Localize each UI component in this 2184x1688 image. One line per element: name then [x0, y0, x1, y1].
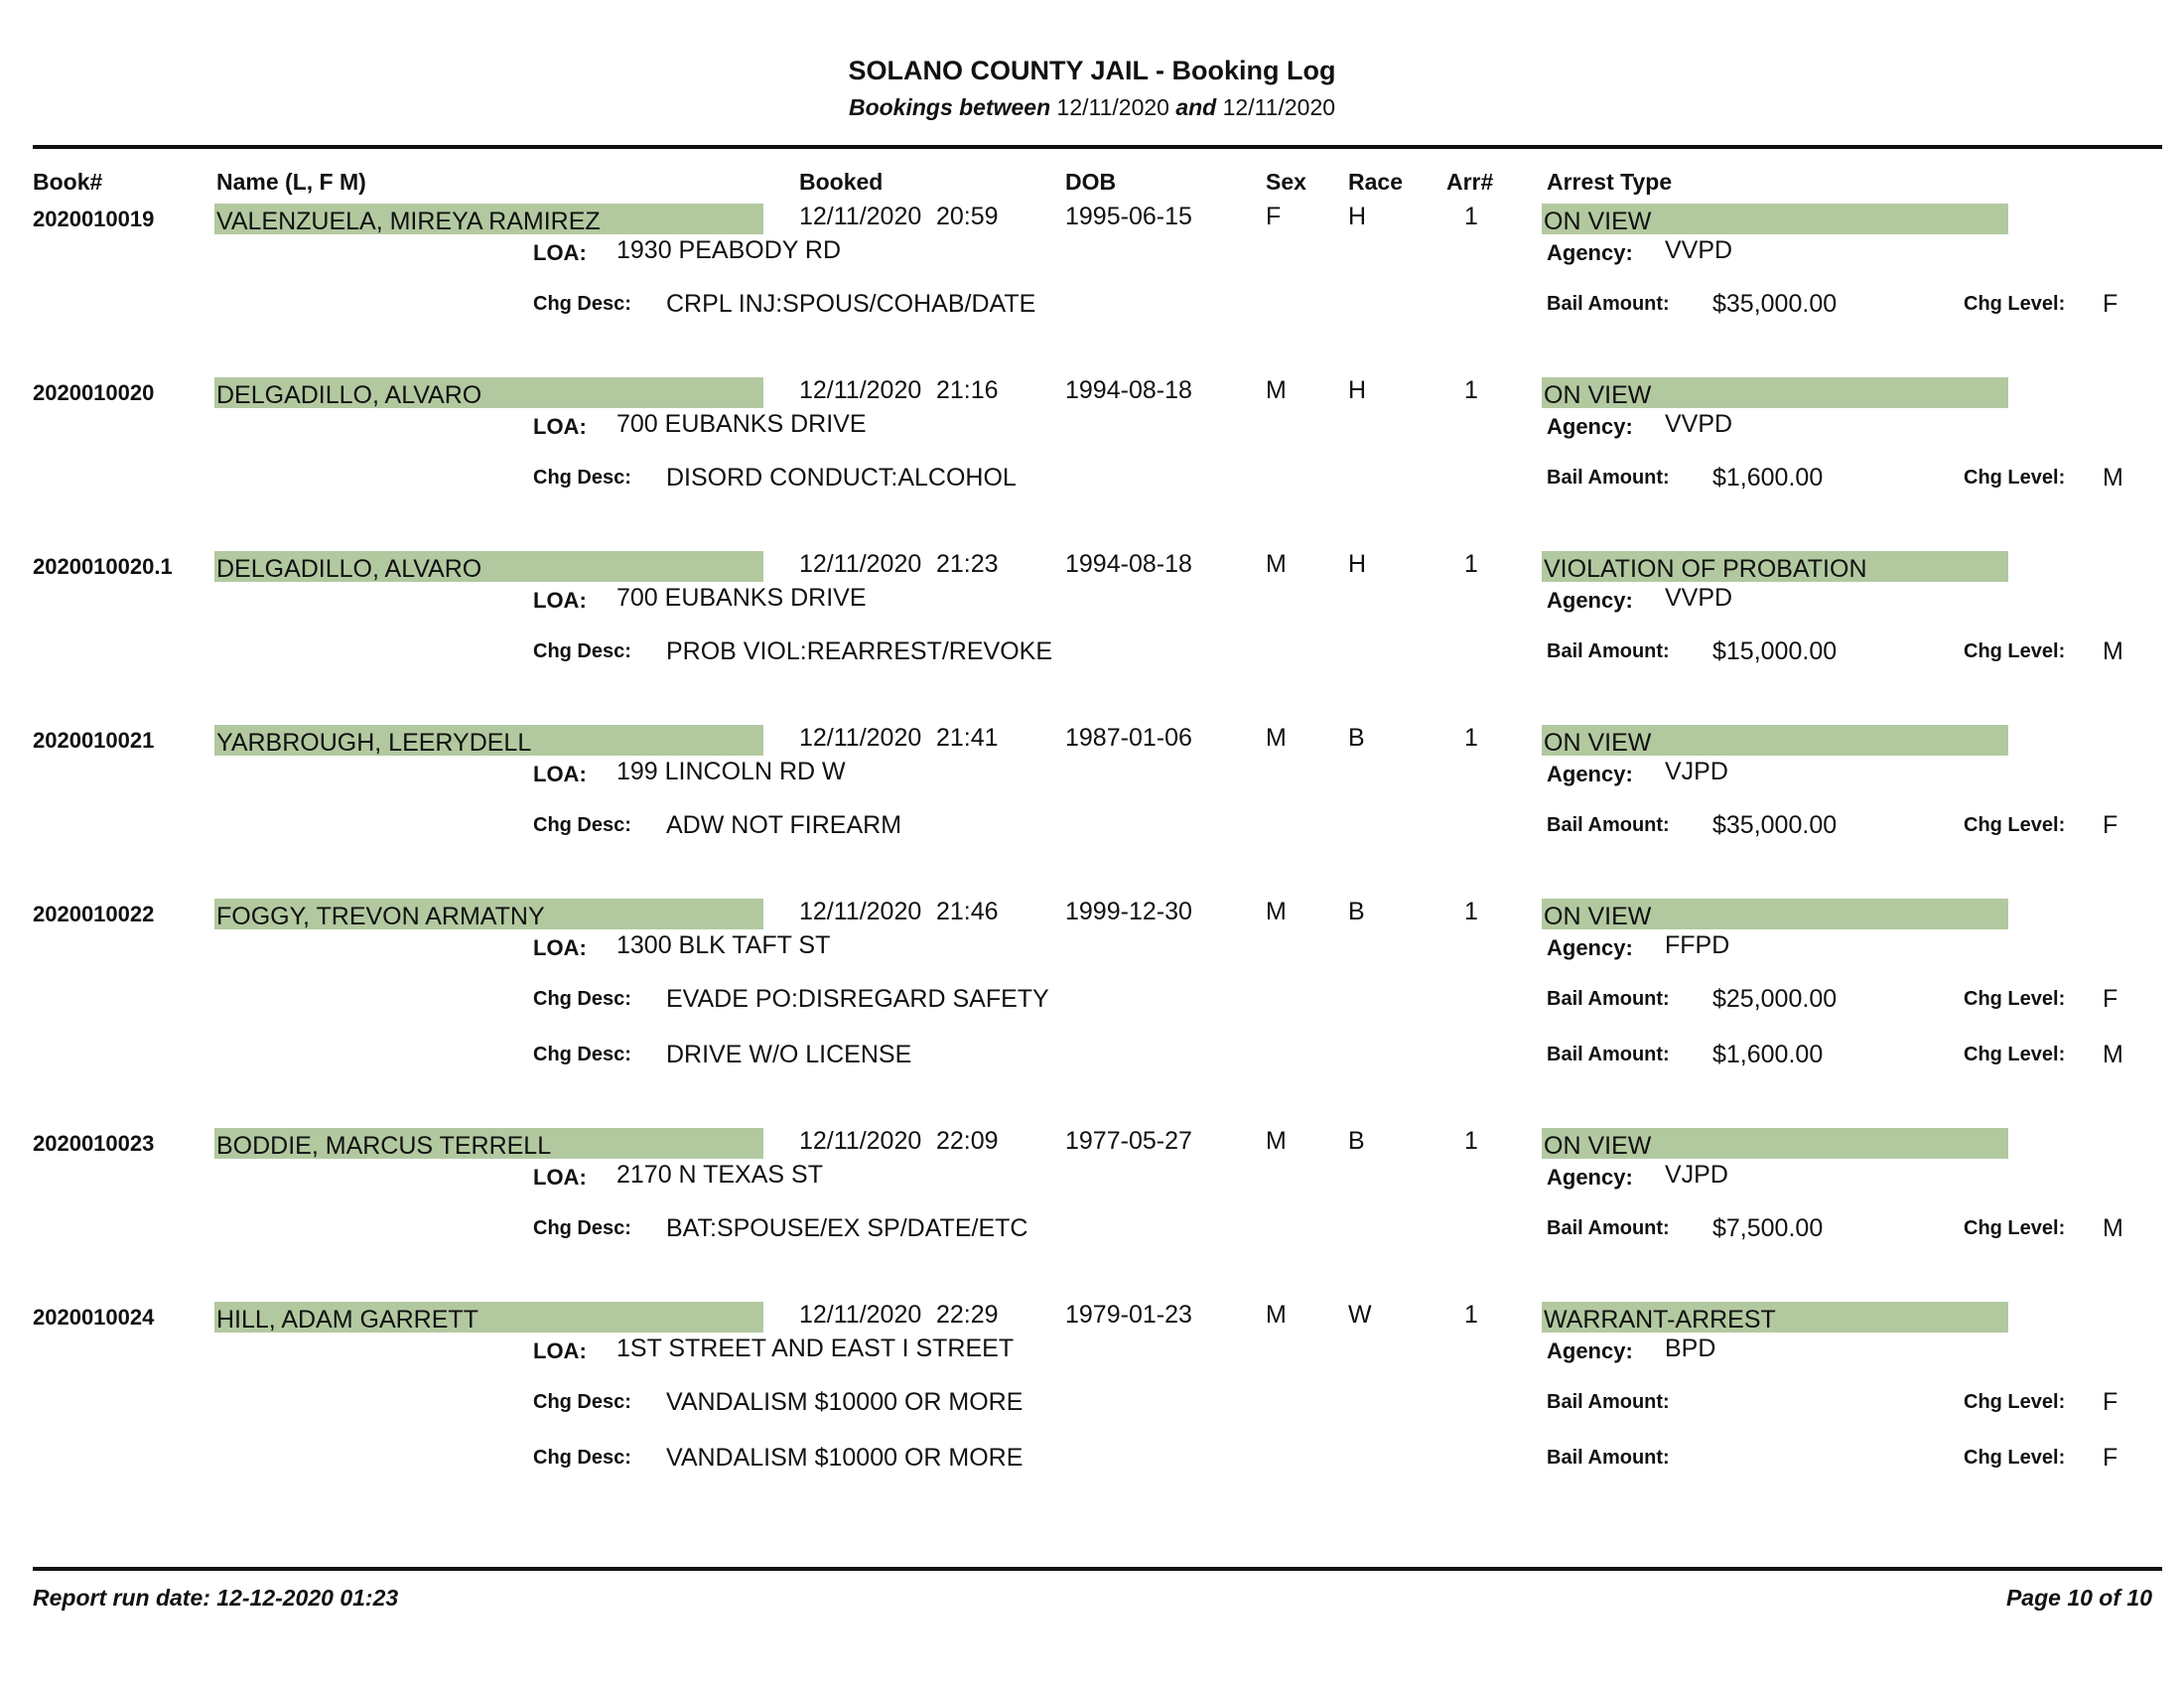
col-sex: Sex: [1266, 169, 1306, 195]
arrest-number: 1: [1464, 1127, 1478, 1155]
dob: 1977-05-27: [1065, 1127, 1192, 1155]
dob: 1979-01-23: [1065, 1301, 1192, 1329]
inmate-name-highlight: [214, 204, 763, 234]
inmate-name: VALENZUELA, MIREYA RAMIREZ: [216, 208, 601, 235]
charge-desc-label: Chg Desc:: [533, 1044, 631, 1065]
charge-level: M: [2103, 637, 2123, 665]
bail-amount-label: Bail Amount:: [1547, 640, 1670, 662]
loa-label: LOA:: [533, 588, 587, 613]
bail-amount: $35,000.00: [1712, 811, 1838, 839]
charge-desc-label: Chg Desc:: [533, 293, 631, 315]
page-number: Page 10 of 10: [2005, 1585, 2152, 1611]
bail-amount: $1,600.00: [1712, 464, 1824, 492]
race: W: [1348, 1301, 1372, 1329]
charge-level-label: Chg Level:: [1964, 1044, 2066, 1065]
booked-time: 22:29: [936, 1301, 999, 1329]
arrest-type: ON VIEW: [1544, 208, 1652, 235]
agency: VVPD: [1665, 236, 1733, 264]
bail-amount-label: Bail Amount:: [1547, 1391, 1670, 1413]
arrest-type: VIOLATION OF PROBATION: [1544, 555, 1867, 583]
loa-address: 1300 BLK TAFT ST: [616, 931, 831, 959]
loa-address: 1930 PEABODY RD: [616, 236, 842, 264]
booked-date: 12/11/2020: [799, 1127, 922, 1155]
arrest-type: ON VIEW: [1544, 381, 1652, 409]
charge-description: BAT:SPOUSE/EX SP/DATE/ETC: [666, 1214, 1028, 1242]
col-arr: Arr#: [1446, 169, 1494, 195]
report-title: SOLANO COUNTY JAIL - Booking Log: [848, 56, 1336, 85]
charge-description: VANDALISM $10000 OR MORE: [666, 1444, 1024, 1472]
dob: 1994-08-18: [1065, 550, 1192, 578]
inmate-name-highlight: [214, 725, 763, 756]
col-name: Name (L, F M): [216, 169, 366, 195]
inmate-name: DELGADILLO, ALVARO: [216, 555, 482, 583]
charge-desc-label: Chg Desc:: [533, 1391, 631, 1413]
arrest-type-highlight: [1542, 725, 2008, 756]
dob: 1995-06-15: [1065, 203, 1192, 230]
subtitle-mid: and: [1175, 94, 1217, 120]
booked-time: 22:09: [936, 1127, 999, 1155]
bail-amount-label: Bail Amount:: [1547, 814, 1670, 836]
charge-description: CRPL INJ:SPOUS/COHAB/DATE: [666, 290, 1036, 318]
arrest-number: 1: [1464, 898, 1478, 925]
bail-amount-label: Bail Amount:: [1547, 1447, 1670, 1469]
charge-desc-label: Chg Desc:: [533, 814, 631, 836]
arrest-type-highlight: [1542, 899, 2008, 929]
charge-level: F: [2103, 290, 2118, 318]
bail-amount: $15,000.00: [1712, 637, 1838, 665]
sex: F: [1266, 203, 1282, 230]
inmate-name-highlight: [214, 1302, 763, 1333]
arrest-number: 1: [1464, 550, 1478, 578]
book-number: 2020010020.1: [33, 554, 173, 579]
booked-time: 21:41: [936, 724, 999, 752]
book-number: 2020010020: [33, 380, 155, 405]
agency-label: Agency:: [1547, 1338, 1633, 1363]
bail-amount-label: Bail Amount:: [1547, 988, 1670, 1010]
booked-date: 12/11/2020: [799, 724, 922, 752]
charge-desc-label: Chg Desc:: [533, 640, 631, 662]
agency: FFPD: [1665, 931, 1730, 959]
agency-label: Agency:: [1547, 762, 1633, 786]
agency-label: Agency:: [1547, 414, 1633, 439]
agency-label: Agency:: [1547, 1165, 1633, 1190]
charge-level-label: Chg Level:: [1964, 640, 2066, 662]
col-dob: DOB: [1065, 169, 1117, 195]
loa-label: LOA:: [533, 414, 587, 439]
arrest-type-highlight: [1542, 1302, 2008, 1333]
inmate-name: HILL, ADAM GARRETT: [216, 1306, 478, 1334]
sex: M: [1266, 1127, 1287, 1155]
booked-date: 12/11/2020: [799, 550, 922, 578]
charge-level: M: [2103, 1214, 2123, 1242]
loa-address: 199 LINCOLN RD W: [616, 758, 846, 785]
booked-time: 21:46: [936, 898, 999, 925]
charge-level-label: Chg Level:: [1964, 1447, 2066, 1469]
booked-time: 20:59: [936, 203, 999, 230]
charge-description: DRIVE W/O LICENSE: [666, 1041, 912, 1068]
arrest-number: 1: [1464, 376, 1478, 404]
arrest-type-highlight: [1542, 551, 2008, 582]
report-run-date: Report run date: 12-12-2020 01:23: [33, 1585, 399, 1611]
date-from: 12/11/2020: [1056, 94, 1169, 120]
loa-label: LOA:: [533, 762, 587, 786]
booked-date: 12/11/2020: [799, 898, 922, 925]
report-subtitle: [0, 94, 2184, 121]
arrest-type: WARRANT-ARREST: [1544, 1306, 1776, 1334]
agency: BPD: [1665, 1335, 1716, 1362]
booked-date: 12/11/2020: [799, 1301, 922, 1329]
loa-address: 700 EUBANKS DRIVE: [616, 584, 867, 612]
inmate-name-highlight: [214, 377, 763, 408]
subtitle-prefix: Bookings between: [848, 94, 1051, 120]
inmate-name: DELGADILLO, ALVARO: [216, 381, 482, 409]
booked-time: 21:23: [936, 550, 999, 578]
charge-description: DISORD CONDUCT:ALCOHOL: [666, 464, 1017, 492]
date-to: 12/11/2020: [1222, 94, 1336, 120]
book-number: 2020010023: [33, 1131, 155, 1156]
sex: M: [1266, 898, 1287, 925]
race: H: [1348, 550, 1367, 578]
bail-amount-label: Bail Amount:: [1547, 1217, 1670, 1239]
charge-level-label: Chg Level:: [1964, 467, 2066, 489]
agency: VVPD: [1665, 410, 1733, 438]
arrest-type: ON VIEW: [1544, 1132, 1652, 1160]
agency: VJPD: [1665, 1161, 1728, 1189]
book-number: 2020010019: [33, 207, 155, 231]
inmate-name-highlight: [214, 1128, 763, 1159]
arrest-number: 1: [1464, 724, 1478, 752]
charge-desc-label: Chg Desc:: [533, 988, 631, 1010]
agency-label: Agency:: [1547, 588, 1633, 613]
charge-level-label: Chg Level:: [1964, 988, 2066, 1010]
col-race: Race: [1348, 169, 1403, 195]
charge-description: VANDALISM $10000 OR MORE: [666, 1388, 1024, 1416]
bail-amount-label: Bail Amount:: [1547, 293, 1670, 315]
charge-level-label: Chg Level:: [1964, 814, 2066, 836]
booked-date: 12/11/2020: [799, 376, 922, 404]
inmate-name-highlight: [214, 551, 763, 582]
dob: 1999-12-30: [1065, 898, 1192, 925]
arrest-type: ON VIEW: [1544, 903, 1652, 930]
charge-desc-label: Chg Desc:: [533, 1217, 631, 1239]
loa-label: LOA:: [533, 1338, 587, 1363]
race: B: [1348, 1127, 1365, 1155]
charge-level: F: [2103, 811, 2118, 839]
bail-amount: $35,000.00: [1712, 290, 1838, 318]
col-arrest-type: Arrest Type: [1547, 169, 1673, 195]
charge-description: ADW NOT FIREARM: [666, 811, 902, 839]
arrest-type-highlight: [1542, 1128, 2008, 1159]
charge-level-label: Chg Level:: [1964, 293, 2066, 315]
inmate-name-highlight: [214, 899, 763, 929]
inmate-name: FOGGY, TREVON ARMATNY: [216, 903, 545, 930]
arrest-type-highlight: [1542, 377, 2008, 408]
charge-level: M: [2103, 464, 2123, 492]
charge-level-label: Chg Level:: [1964, 1391, 2066, 1413]
inmate-name: BODDIE, MARCUS TERRELL: [216, 1132, 552, 1160]
footer-rule: [33, 1567, 2162, 1571]
sex: M: [1266, 1301, 1287, 1329]
bail-amount: $25,000.00: [1712, 985, 1838, 1013]
loa-label: LOA:: [533, 1165, 587, 1190]
arrest-number: 1: [1464, 1301, 1478, 1329]
book-number: 2020010021: [33, 728, 155, 753]
loa-label: LOA:: [533, 935, 587, 960]
book-number: 2020010024: [33, 1305, 155, 1330]
charge-desc-label: Chg Desc:: [533, 467, 631, 489]
booked-date: 12/11/2020: [799, 203, 922, 230]
loa-address: 2170 N TEXAS ST: [616, 1161, 823, 1189]
loa-address: 700 EUBANKS DRIVE: [616, 410, 867, 438]
charge-level: F: [2103, 1444, 2118, 1472]
charge-level-label: Chg Level:: [1964, 1217, 2066, 1239]
charge-desc-label: Chg Desc:: [533, 1447, 631, 1469]
race: B: [1348, 898, 1365, 925]
agency-label: Agency:: [1547, 935, 1633, 960]
charge-description: EVADE PO:DISREGARD SAFETY: [666, 985, 1049, 1013]
agency: VVPD: [1665, 584, 1733, 612]
dob: 1994-08-18: [1065, 376, 1192, 404]
sex: M: [1266, 550, 1287, 578]
agency: VJPD: [1665, 758, 1728, 785]
bail-amount-label: Bail Amount:: [1547, 467, 1670, 489]
loa-address: 1ST STREET AND EAST I STREET: [616, 1335, 1015, 1362]
col-book: Book#: [33, 169, 103, 195]
bail-amount: $1,600.00: [1712, 1041, 1824, 1068]
sex: M: [1266, 376, 1287, 404]
col-booked: Booked: [799, 169, 884, 195]
book-number: 2020010022: [33, 902, 155, 926]
charge-level: F: [2103, 1388, 2118, 1416]
arrest-type: ON VIEW: [1544, 729, 1652, 757]
race: H: [1348, 203, 1367, 230]
header-rule: [33, 145, 2162, 149]
sex: M: [1266, 724, 1287, 752]
agency-label: Agency:: [1547, 240, 1633, 265]
arrest-number: 1: [1464, 203, 1478, 230]
arrest-type-highlight: [1542, 204, 2008, 234]
dob: 1987-01-06: [1065, 724, 1192, 752]
bail-amount-label: Bail Amount:: [1547, 1044, 1670, 1065]
charge-description: PROB VIOL:REARREST/REVOKE: [666, 637, 1052, 665]
booked-time: 21:16: [936, 376, 999, 404]
loa-label: LOA:: [533, 240, 587, 265]
race: B: [1348, 724, 1365, 752]
charge-level: F: [2103, 985, 2118, 1013]
bail-amount: $7,500.00: [1712, 1214, 1824, 1242]
charge-level: M: [2103, 1041, 2123, 1068]
race: H: [1348, 376, 1367, 404]
inmate-name: YARBROUGH, LEERYDELL: [216, 729, 532, 757]
